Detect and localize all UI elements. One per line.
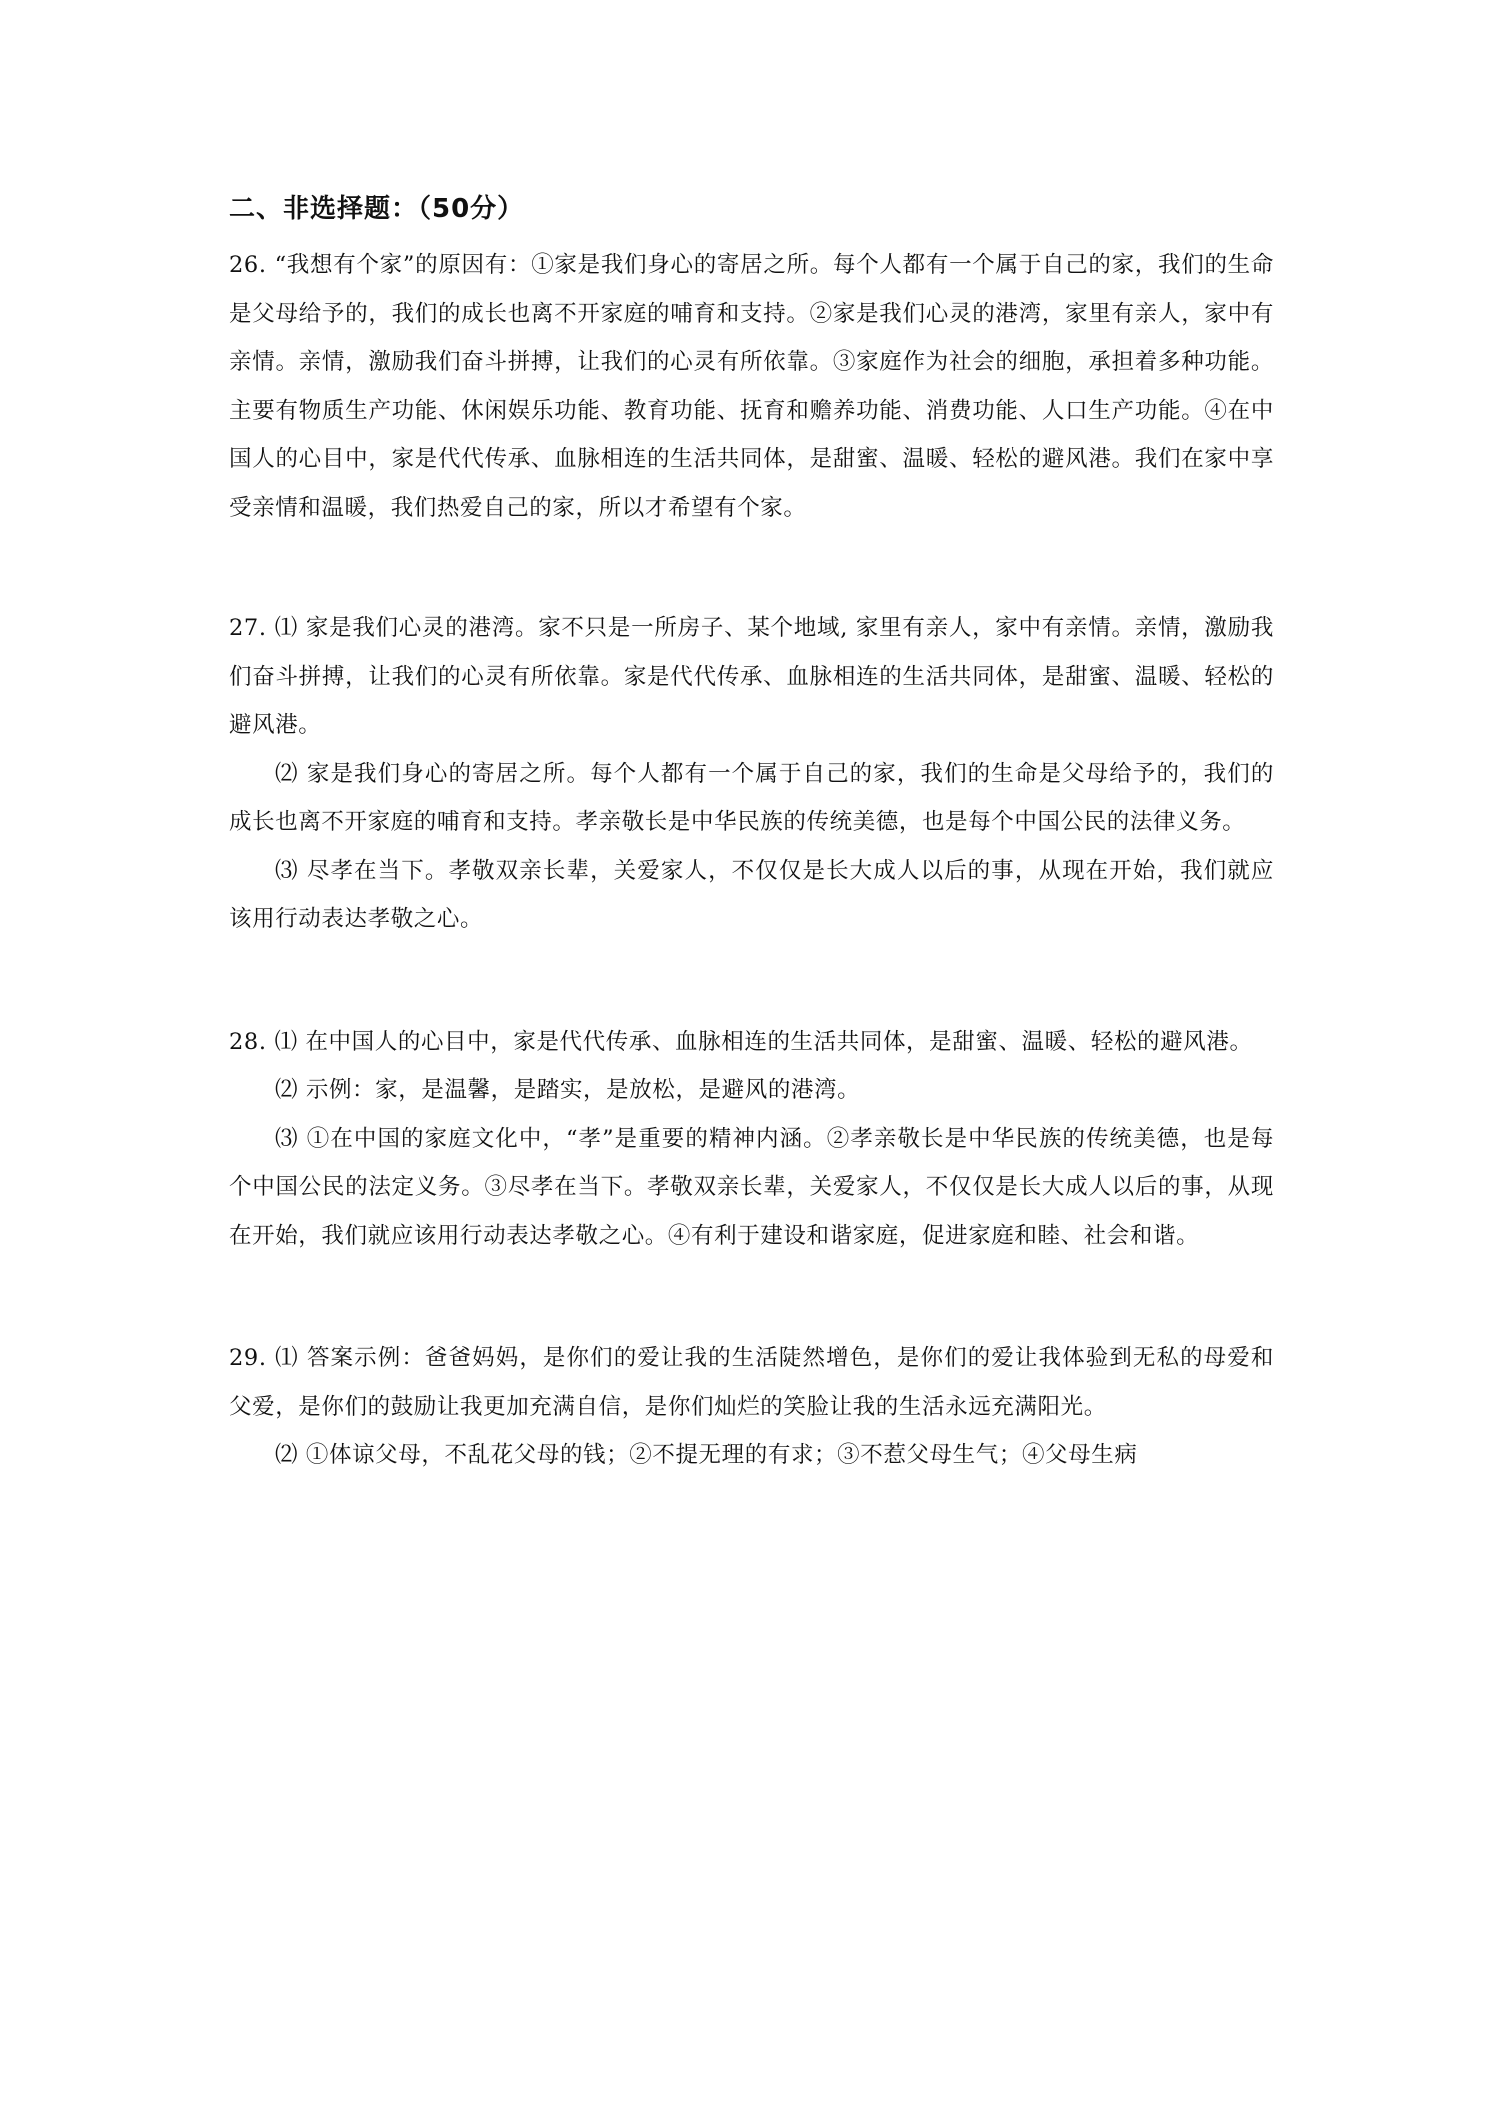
q28-number: 28.	[229, 1028, 267, 1055]
q29-part-2: ⑵ ①体谅父母，不乱花父母的钱；②不提无理的有求；③不惹父母生气；④父母生病	[275, 1442, 1138, 1468]
q27-part-3: ⑶ 尽孝在当下。孝敬双亲长辈，关爱家人，不仅仅是长大成人以后的事，从现在开始，我们就应该用行动表达孝敬之心。	[229, 857, 1274, 932]
q29-part-1-text: ⑴ 答案示例：爸爸妈妈，是你们的爱让我的生活陡然增色，是你们的爱让我体验到无私的母爱和父爱，是你们的鼓励让我更加充满自信，是你们灿烂的笑脸让我的生活永远充满阳光。	[229, 1345, 1274, 1420]
q26-number: 26.	[229, 252, 267, 278]
q29-number: 29.	[229, 1345, 267, 1371]
q26-answer	[229, 241, 1274, 532]
question-28	[229, 1018, 1274, 1261]
q28-part-1-text: ⑴ 在中国人的心目中，家是代代传承、血脉相连的生活共同体，是甜蜜、温暖、轻松的避风港。	[274, 1028, 1253, 1055]
q26-text: “我想有个家”的原因有：①家是我们身心的寄居之所。每个人都有一个属于自己的家，我们的生命是父母给予的，我们的成长也离不开家庭的哺育和支持。②家是我们心灵的港湾，家里有亲人，家中有亲情。亲情，激励我们奋斗拼搏，让我们的心灵有所依靠。③家庭作为社会的细胞，承担着多种功能。主要有物质生产功能、休闲娱乐功能、教育功能、抚育和赡养功能、消费功能、人口生产功能。④在中国人的心目中，家是代代传承、血脉相连的生活共同体，是甜蜜、温暖、轻松的避风港。我们在家中享受亲情和温暖，我们热爱自己的家，所以才希望有个家。	[229, 252, 1274, 521]
q28-part-1	[229, 1018, 1274, 1067]
q28-part-2: ⑵ 示例：家，是温馨，是踏实，是放松，是避风的港湾。	[275, 1077, 861, 1103]
answer-page	[229, 190, 1274, 1480]
question-26	[229, 241, 1274, 532]
q28-part-3: ⑶ ①在中国的家庭文化中，“孝”是重要的精神内涵。②孝亲敬长是中华民族的传统美德，也是每个中国公民的法定义务。③尽孝在当下。孝敬双亲长辈，关爱家人，不仅仅是长大成人以后的事，从现在开始，我们就应该用行动表达孝敬之心。④有利于建设和谐家庭，促进家庭和睦、社会和谐。	[229, 1125, 1274, 1249]
section-title: 二、非选择题：（50分）	[229, 194, 525, 224]
spacer	[229, 1260, 1274, 1334]
question-29	[229, 1334, 1274, 1480]
q27-part-1-text: ⑴ 家是我们心灵的港湾。家不只是一所房子、某个地域, 家里有亲人，家中有亲情。亲情，激励我们奋斗拼搏，让我们的心灵有所依靠。家是代代传承、血脉相连的生活共同体，是甜蜜、温暖、轻松的避风港。	[229, 615, 1274, 738]
question-27	[229, 604, 1274, 944]
spacer	[229, 944, 1274, 1018]
q27-part-2: ⑵ 家是我们身心的寄居之所。每个人都有一个属于自己的家，我们的生命是父母给予的，我们的成长也离不开家庭的哺育和支持。孝亲敬长是中华民族的传统美德，也是每个中国公民的法律义务。	[229, 760, 1274, 835]
q27-part-1	[229, 604, 1274, 750]
spacer	[229, 532, 1274, 604]
q29-part-1	[229, 1334, 1274, 1431]
q27-number: 27.	[229, 615, 267, 641]
